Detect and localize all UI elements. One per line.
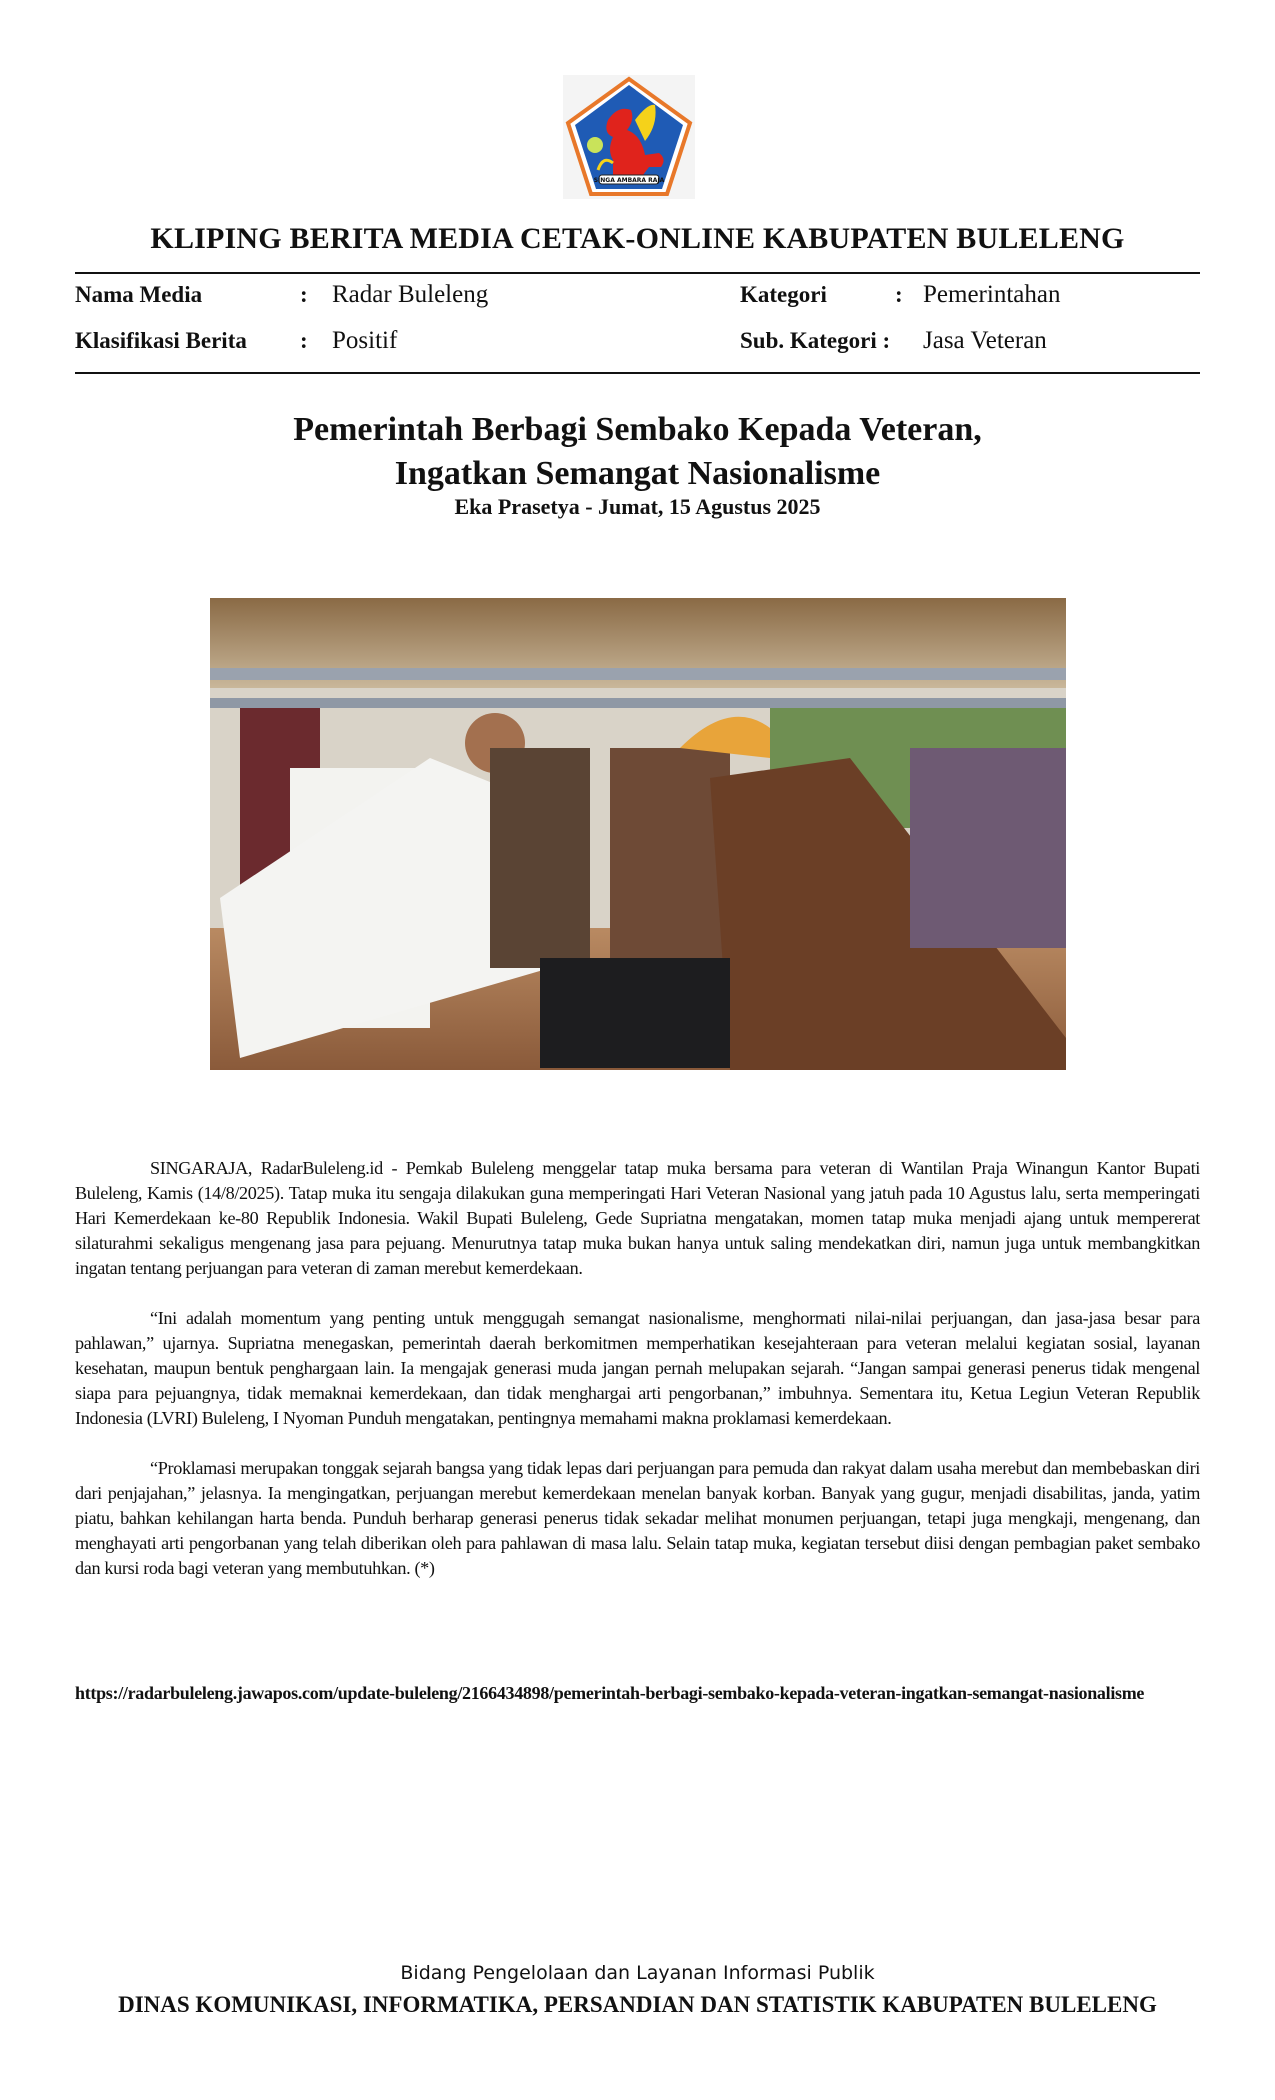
buleleng-logo xyxy=(563,75,695,199)
colon: : xyxy=(300,328,308,353)
article-photo xyxy=(210,598,1066,1070)
divider xyxy=(75,372,1200,374)
article-paragraph: “Proklamasi merupakan tonggak sejarah bangsa yang tidak lepas dari perjuangan para pemuda dan rakyat dalam usaha merebut dan membebaskan diri dari penjajahan,” jelasnya. Ia mengingatkan, perjuangan merebut kemerdekaan menelan banyak korban. Banyak yang gugur, menjadi disabilitas, janda, yatim piatu, bahkan kehilangan harta benda. Punduh berharap generasi penerus tidak sekadar melihat monumen perjuangan, tetapi juga mengkaji, mengenang, dan menghayati arti pengorbanan yang telah diberikan oleh para pahlawan di masa lalu. Selain tatap muka, kegiatan tersebut diisi dengan pembagian paket sembako dan kursi roda bagi veteran yang membutuhkan. (*) xyxy=(75,1458,1200,1578)
kategori-value: Pemerintahan xyxy=(923,281,1061,308)
nama-media-value: Radar Buleleng xyxy=(332,281,489,308)
article-byline: Eka Prasetya - Jumat, 15 Agustus 2025 xyxy=(454,494,821,519)
nama-media-label: Nama Media xyxy=(75,282,203,307)
sub-kategori-label: Sub. Kategori : xyxy=(740,328,891,353)
colon: : xyxy=(895,282,903,307)
footer-department: Bidang Pengelolaan dan Layanan Informasi Publik xyxy=(400,1962,875,1984)
footer-agency: DINAS KOMUNIKASI, INFORMATIKA, PERSANDIAN DAN STATISTIK KABUPATEN BULELENG xyxy=(118,1992,1157,2017)
klasifikasi-value: Positif xyxy=(332,327,398,354)
article-body xyxy=(75,1156,1200,1606)
article-paragraph: SINGARAJA, RadarBuleleng.id - Pemkab Buleleng menggelar tatap muka bersama para veteran di Wantilan Praja Winangun Kantor Bupati Buleleng, Kamis (14/8/2025). Tatap muka itu sengaja dilakukan guna memperingati Hari Veteran Nasional yang jatuh pada 10 Agustus lalu, serta memperingati Hari Kemerdekaan ke-80 Republik Indonesia. Wakil Bupati Buleleng, Gede Supriatna mengatakan, momen tatap muka menjadi ajang untuk mempererat silaturahmi sekaligus mengenang jasa para pejuang. Menurutnya tatap muka bukan hanya untuk saling mendekatkan diri, namun juga untuk membangkitkan ingatan tentang perjuangan para veteran di zaman merebut kemerdekaan. xyxy=(75,1158,1200,1278)
colon: : xyxy=(300,282,308,307)
article-paragraph: “Ini adalah momentum yang penting untuk menggugah semangat nasionalisme, menghormati nilai-nilai perjuangan, dan jasa-jasa besar para pahlawan,” ujarnya. Supriatna menegaskan, pemerintah daerah berkomitmen memperhatikan kesejahteraan para veteran melalui kegiatan sosial, layanan kesehatan, maupun bentuk penghargaan lain. Ia mengajak generasi muda jangan pernah melupakan sejarah. “Jangan sampai generasi penerus tidak mengenal siapa para pejuangnya, tidak memaknai kemerdekaan, dan tidak menghargai arti pengorbanan,” imbuhnya. Sementara itu, Ketua Legiun Veteran Republik Indonesia (LVRI) Buleleng, I Nyoman Punduh mengatakan, pentingnya memahami makna proklamasi kemerdekaan. xyxy=(75,1308,1200,1428)
headline-line: Ingatkan Semangat Nasionalisme xyxy=(394,455,881,492)
divider xyxy=(75,272,1200,274)
sub-kategori-value: Jasa Veteran xyxy=(923,327,1047,354)
document-title: KLIPING BERITA MEDIA CETAK-ONLINE KABUPATEN BULELENG xyxy=(150,222,1125,255)
svg-text:SINGA AMBARA RAJA: SINGA AMBARA RAJA xyxy=(593,177,665,184)
article-headline xyxy=(0,408,1275,496)
source-url-link[interactable]: https://radarbuleleng.jawapos.com/update-buleleng/2166434898/pemerintah-berbagi-sembako-kepada-veteran-ingatkan-semangat-nasionalisme xyxy=(75,1683,1145,1703)
klasifikasi-label: Klasifikasi Berita xyxy=(75,328,247,353)
kategori-label: Kategori xyxy=(740,282,827,307)
headline-line: Pemerintah Berbagi Sembako Kepada Veteran, xyxy=(293,411,982,448)
